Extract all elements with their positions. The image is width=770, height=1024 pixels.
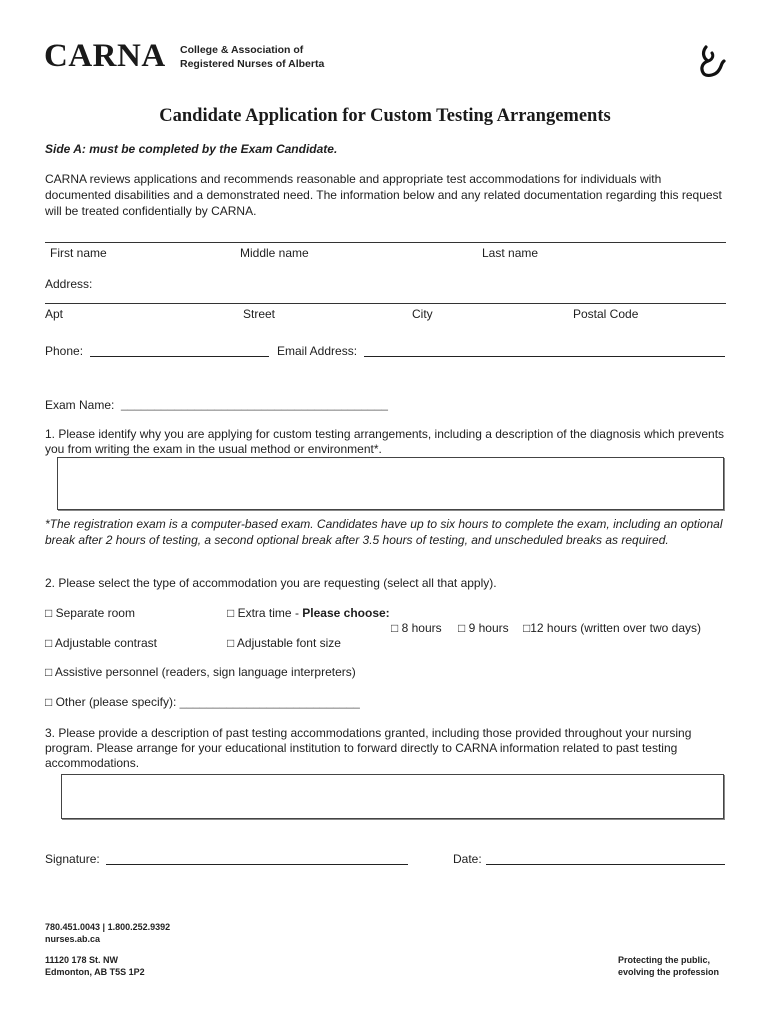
footer-phone: 780.451.0043 | 1.800.252.9392 <box>45 922 171 932</box>
checkbox-icon[interactable]: □ <box>458 621 466 635</box>
phone-label: Phone: <box>45 344 84 358</box>
adjustable-contrast-option[interactable] <box>45 636 157 650</box>
q3-answer-box[interactable] <box>61 774 724 819</box>
assistive-personnel-option[interactable] <box>45 665 356 679</box>
separate-room-option[interactable] <box>45 606 135 620</box>
adjustable-font-size-label: Adjustable font size <box>236 636 341 650</box>
other-option[interactable] <box>45 695 360 709</box>
9-hours-option[interactable] <box>458 621 509 635</box>
question-2: 2. Please select the type of accommodation you are requesting (select all that apply). <box>45 576 497 590</box>
footer-address <box>45 954 145 978</box>
middle-name-label: Middle name <box>240 246 309 260</box>
other-label: Other (please specify): <box>55 695 180 709</box>
email-label: Email Address: <box>277 344 358 358</box>
footer-tagline-line1: Protecting the public, <box>618 955 711 965</box>
footer-tagline-line2: evolving the profession <box>618 967 720 977</box>
9-hours-label: 9 hours <box>468 621 509 635</box>
checkbox-icon[interactable]: □ <box>45 636 53 650</box>
signature-label: Signature: <box>45 852 100 866</box>
org-name-line2: Registered Nurses of Alberta <box>180 58 325 70</box>
carna-logo: CARNA <box>44 38 166 74</box>
footer-address-line1: 11120 178 St. NW <box>45 955 119 965</box>
org-name-line1: College & Association of <box>180 44 304 56</box>
intro-paragraph: CARNA reviews applications and recommends reasonable and appropriate test accommodations for individuals with documented disabilities and a demonstrated need. The information below and any related documentation regarding this request will be treated confidentially by CARNA. <box>45 172 722 218</box>
address-label: Address: <box>45 277 93 291</box>
checkbox-icon[interactable]: □ <box>45 606 53 620</box>
checkbox-icon[interactable]: □ <box>45 695 53 709</box>
checkbox-icon[interactable]: □ <box>45 665 53 679</box>
extra-time-option[interactable] <box>227 606 390 620</box>
8-hours-label: 8 hours <box>401 621 442 635</box>
checkbox-icon[interactable]: □ <box>523 621 531 635</box>
extra-time-label: Extra time - <box>237 606 303 620</box>
footer-contact <box>45 921 170 945</box>
checkbox-icon[interactable]: □ <box>227 636 235 650</box>
side-a-instruction: Side A: must be completed by the Exam Candidate. <box>45 142 338 156</box>
q1-answer-box[interactable] <box>57 457 724 510</box>
org-name <box>180 43 324 71</box>
date-label: Date: <box>453 852 482 866</box>
apt-label: Apt <box>45 307 64 321</box>
12-hours-option[interactable] <box>523 621 701 635</box>
address-line[interactable] <box>45 303 726 304</box>
email-field[interactable] <box>364 344 725 357</box>
phone-field[interactable] <box>90 344 269 357</box>
please-choose-label: Please choose: <box>302 606 390 620</box>
question-3: 3. Please provide a description of past testing accommodations granted, including those provided throughout your nursing program. Please arrange for your educational institution to forward directly to CARNA information related to past testing accommodations. <box>45 726 692 770</box>
adjustable-contrast-label: Adjustable contrast <box>54 636 157 650</box>
footer-tagline <box>618 954 719 978</box>
checkbox-icon[interactable]: □ <box>227 606 235 620</box>
name-line[interactable] <box>45 242 726 243</box>
signature-field[interactable] <box>106 852 408 865</box>
separate-room-label: Separate room <box>55 606 135 620</box>
checkbox-icon[interactable]: □ <box>391 621 399 635</box>
page-title: Candidate Application for Custom Testing Arrangements <box>159 106 611 126</box>
exam-name-field[interactable]: ________________________________________ <box>121 397 388 411</box>
12-hours-label: 12 hours (written over two days) <box>530 621 701 635</box>
assistive-personnel-label: Assistive personnel (readers, sign language interpreters) <box>54 665 356 679</box>
street-label: Street <box>243 307 276 321</box>
exam-note: *The registration exam is a computer-based exam. Candidates have up to six hours to complete the exam, including an optional break after 2 hours of testing, a second optional break after 3.5 hours of testing, and unscheduled breaks as required. <box>45 517 723 547</box>
other-specify-field[interactable]: ___________________________ <box>179 695 360 709</box>
last-name-label: Last name <box>482 246 539 260</box>
exam-name-label: Exam Name: <box>45 398 115 412</box>
date-field[interactable] <box>486 852 725 865</box>
adjustable-font-size-option[interactable] <box>227 636 341 650</box>
carna-leaf-icon <box>696 44 726 78</box>
first-name-label: First name <box>50 246 107 260</box>
city-label: City <box>412 307 433 321</box>
8-hours-option[interactable] <box>391 621 442 635</box>
footer-website: nurses.ab.ca <box>45 934 101 944</box>
question-1: 1. Please identify why you are applying for custom testing arrangements, including a description of the diagnosis which prevents you from writing the exam in the usual method or environment*. <box>45 427 725 456</box>
postal-code-label: Postal Code <box>573 307 639 321</box>
footer-address-line2: Edmonton, AB T5S 1P2 <box>45 967 145 977</box>
